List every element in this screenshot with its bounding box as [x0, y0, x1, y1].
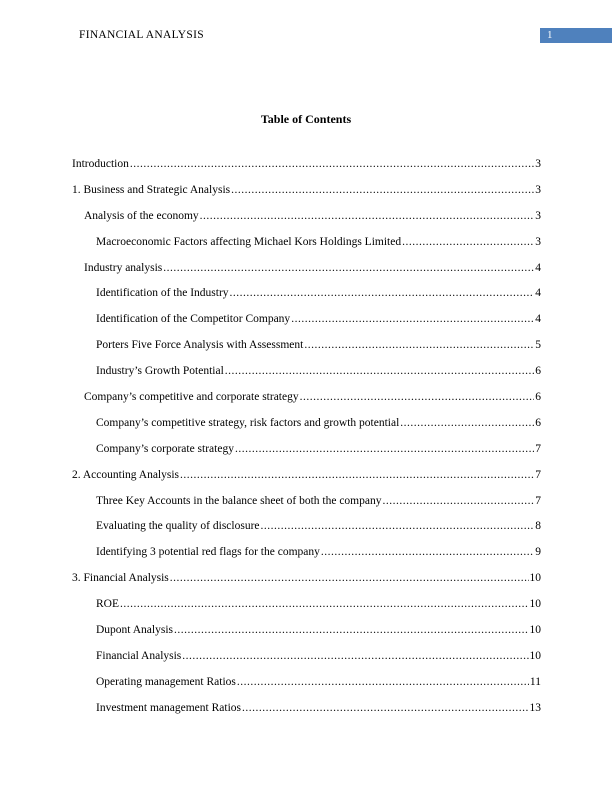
- toc-entry-label: ROE: [96, 598, 119, 611]
- toc-leader-dots: [402, 236, 534, 248]
- toc-entry-page: 6: [535, 416, 541, 429]
- toc-entry[interactable]: [72, 624, 541, 650]
- toc-entry[interactable]: [72, 650, 541, 676]
- toc-entry-page: 3: [535, 158, 541, 170]
- toc-entry[interactable]: [72, 184, 541, 210]
- toc-entry-page: 6: [535, 365, 541, 378]
- toc-entry-page: 4: [535, 287, 541, 300]
- toc-entry-page: 11: [529, 675, 541, 688]
- toc-entry-page: 4: [535, 261, 541, 274]
- toc-leader-dots: [130, 158, 534, 170]
- toc-entry-label: Company’s competitive and corporate strategy: [84, 391, 299, 404]
- toc-entry-label: Company’s corporate strategy: [96, 442, 234, 455]
- toc-entry-page: 10: [529, 572, 541, 585]
- toc-leader-dots: [182, 650, 528, 662]
- toc-entry-label: Industry analysis: [84, 261, 163, 274]
- toc-entry-page: 10: [529, 624, 541, 637]
- toc-entry-label: 2. Accounting Analysis: [72, 468, 180, 481]
- toc-leader-dots: [382, 495, 534, 507]
- toc-entry-label: Identification of the Competitor Company: [96, 313, 291, 326]
- toc-entry[interactable]: [72, 469, 541, 495]
- toc-leader-dots: [163, 262, 534, 274]
- toc-entry-label: Industry’s Growth Potential: [96, 365, 224, 378]
- toc-entry-label: Identifying 3 potential red flags for the company: [96, 546, 320, 559]
- toc-entry[interactable]: [72, 572, 541, 598]
- toc-entry[interactable]: [72, 391, 541, 417]
- toc-entry-page: 10: [529, 649, 541, 662]
- toc-entry-page: 8: [535, 520, 541, 533]
- toc-entry-page: 10: [529, 598, 541, 611]
- toc-entry-label: 1. Business and Strategic Analysis: [72, 183, 231, 196]
- toc-entry-page: 9: [535, 546, 541, 559]
- toc-entry-page: 3: [535, 183, 541, 196]
- toc-entry[interactable]: [72, 313, 541, 339]
- toc-leader-dots: [321, 546, 534, 558]
- toc-entry[interactable]: [72, 676, 541, 702]
- page-number: 1: [547, 29, 553, 41]
- toc-entry[interactable]: [72, 210, 541, 236]
- toc-entry-label: Dupont Analysis: [96, 624, 173, 637]
- toc-entry-page: 5: [535, 339, 541, 352]
- toc-entry[interactable]: [72, 417, 541, 443]
- toc-entry[interactable]: [72, 702, 541, 728]
- toc-title: Table of Contents: [260, 112, 352, 126]
- running-header-title: FINANCIAL ANALYSIS: [79, 29, 204, 41]
- toc-leader-dots: [230, 287, 535, 299]
- toc-leader-dots: [304, 339, 534, 351]
- toc-entry-label: Introduction: [72, 158, 129, 170]
- toc-entry-label: Evaluating the quality of disclosure: [96, 520, 260, 533]
- toc-entry-page: 4: [535, 313, 541, 326]
- toc-entry-label: Porters Five Force Analysis with Assessment: [96, 339, 304, 352]
- toc-entry-label: Macroeconomic Factors affecting Michael Kors Holdings Limited: [96, 235, 402, 248]
- toc-entry[interactable]: [72, 262, 541, 288]
- toc-entry[interactable]: [72, 339, 541, 365]
- toc-entry-page: 6: [535, 391, 541, 404]
- toc-entry[interactable]: [72, 287, 541, 313]
- toc-entry[interactable]: [72, 520, 541, 546]
- toc-entry-page: 3: [535, 235, 541, 248]
- toc-leader-dots: [291, 313, 534, 325]
- toc-entry-label: Identification of the Industry: [96, 287, 229, 300]
- page-number-box: [540, 28, 612, 43]
- toc-entry-label: Analysis of the economy: [84, 209, 199, 222]
- toc-leader-dots: [180, 469, 534, 481]
- toc-leader-dots: [200, 210, 535, 222]
- toc-leader-dots: [225, 365, 534, 377]
- toc-leader-dots: [174, 624, 529, 636]
- toc-entry[interactable]: [72, 158, 541, 184]
- toc-leader-dots: [242, 702, 529, 714]
- toc-leader-dots: [120, 598, 529, 610]
- toc-entry[interactable]: [72, 598, 541, 624]
- toc-entry-label: Company’s competitive strategy, risk factors and growth potential: [96, 416, 400, 429]
- toc-entry-label: 3. Financial Analysis: [72, 572, 169, 585]
- toc-entry[interactable]: [72, 495, 541, 521]
- toc-leader-dots: [261, 520, 535, 532]
- toc-entry-page: 13: [529, 701, 541, 714]
- toc-leader-dots: [400, 417, 534, 429]
- toc-leader-dots: [231, 184, 534, 196]
- toc-entry-label: Financial Analysis: [96, 649, 182, 662]
- toc-leader-dots: [235, 443, 534, 455]
- toc-entry-page: 3: [535, 209, 541, 222]
- toc-entry[interactable]: [72, 365, 541, 391]
- table-of-contents: [72, 158, 541, 728]
- toc-entry-page: 7: [535, 494, 541, 507]
- toc-leader-dots: [237, 676, 529, 688]
- toc-entry[interactable]: [72, 236, 541, 262]
- toc-entry-label: Investment management Ratios: [96, 701, 241, 714]
- toc-entry-page: 7: [535, 442, 541, 455]
- toc-leader-dots: [300, 391, 535, 403]
- toc-leader-dots: [170, 572, 529, 584]
- toc-entry-label: Three Key Accounts in the balance sheet of both the company: [96, 494, 382, 507]
- toc-entry[interactable]: [72, 546, 541, 572]
- toc-entry[interactable]: [72, 443, 541, 469]
- toc-entry-label: Operating management Ratios: [96, 675, 236, 688]
- toc-entry-page: 7: [535, 468, 541, 481]
